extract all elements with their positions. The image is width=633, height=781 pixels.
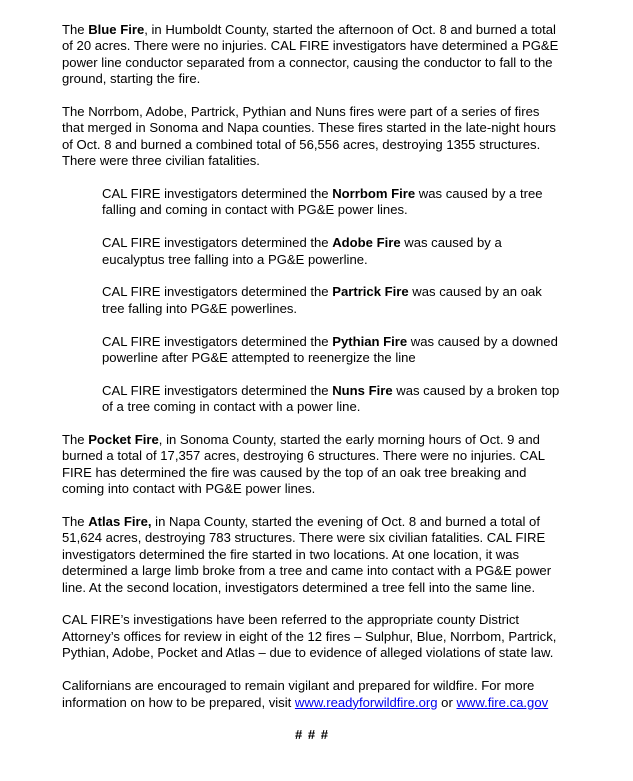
closing-paragraph: Californians are encouraged to remain vigilant and prepared for wildfire. For more information on how to be prepared, visit www.readyforwildfire.org or www.fire.ca.gov — [62, 678, 549, 710]
pythian-fire-paragraph: CAL FIRE investigators determined the Pythian Fire was caused by a downed powerline after PG&E attempted to reenergize the line — [102, 333, 558, 366]
pocket-fire-paragraph: The Pocket Fire, in Sonoma County, started the early morning hours of Oct. 9 and burned a total of 17,357 acres, destroying 6 structures. There were no injuries. CAL FIRE has determined the fire was caused by the top of an oak tree breaking and coming into contact with PG&E power lines. — [62, 432, 545, 497]
fire-ca-gov-link[interactable]: www.fire.ca.gov — [456, 694, 549, 710]
referral-paragraph: CAL FIRE’s investigations have been referred to the appropriate county District Attorney’s offices for review in eight of the 12 fires – Sulphur, Blue, Norrbom, Partrick, Pythian, Adobe, Pocket and Atlas – due to evidence of alleged violations of state law. — [62, 612, 557, 661]
fire-series-intro-paragraph: The Norrbom, Adobe, Partrick, Pythian and Nuns fires were part of a series of fires that merged in Sonoma and Napa counties. These fires started in the late-night hours of Oct. 8 and burned a combined total of 56,556 acres, destroying 1355 structures. There were three civilian fatalities. — [62, 104, 556, 169]
readyforwildfire-link[interactable]: www.readyforwildfire.org — [294, 694, 438, 710]
pocket-fire-name: Pocket Fire — [88, 432, 159, 448]
press-release-page — [62, 22, 562, 757]
partrick-fire-name: Partrick Fire — [332, 284, 409, 300]
blue-fire-name: Blue Fire — [88, 22, 145, 37]
adobe-fire-name: Adobe Fire — [332, 235, 401, 251]
norrbom-fire-paragraph: CAL FIRE investigators determined the Norrbom Fire was caused by a tree falling and coming in contact with PG&E power lines. — [102, 186, 543, 218]
adobe-fire-paragraph: CAL FIRE investigators determined the Adobe Fire was caused by a eucalyptus tree falling into a PG&E powerline. — [102, 235, 502, 267]
end-mark: # # # — [294, 727, 330, 743]
atlas-fire-paragraph: The Atlas Fire, in Napa County, started the evening of Oct. 8 and burned a total of 51,624 acres, destroying 783 structures. There were six civilian fatalities. CAL FIRE investigators determined the fire started in two locations. At one location, it was determined a large limb broke from a tree and came into contact with a PG&E power line. At the second location, investigators determined a tree fell into the same line. — [62, 514, 552, 595]
nuns-fire-paragraph: CAL FIRE investigators determined the Nuns Fire was caused by a broken top of a tree coming in contact with a power line. — [102, 382, 560, 415]
pythian-fire-name: Pythian Fire — [332, 333, 408, 349]
atlas-fire-name: Atlas Fire, — [88, 514, 152, 530]
blue-fire-paragraph: The Blue Fire, in Humboldt County, started the afternoon of Oct. 8 and burned a total of 20 acres. There were no injuries. CAL FIRE investigators have determined a PG&E power line conductor separated from a connector, causing the conductor to fall to the ground, starting the fire. — [62, 22, 559, 87]
nuns-fire-name: Nuns Fire — [332, 382, 393, 398]
norrbom-fire-name: Norrbom Fire — [332, 186, 416, 202]
partrick-fire-paragraph: CAL FIRE investigators determined the Partrick Fire was caused by an oak tree falling into PG&E powerlines. — [102, 284, 542, 316]
